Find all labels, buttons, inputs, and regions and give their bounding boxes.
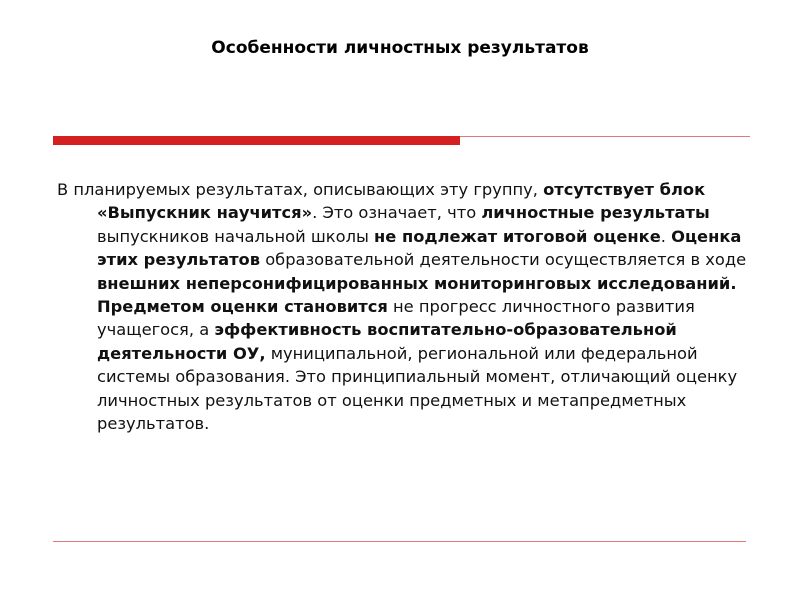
body-text-bold-segment: отсутствует блок «Выпускник научится» [97,180,706,223]
slide-title: Особенности личностных результатов [211,38,589,58]
body-text-bold-segment: Оценка этих результатов [97,226,742,270]
body-text-bold-segment: не подлежат итоговой оценке [374,226,661,246]
bottom-divider-line [53,541,746,542]
body-text-bold-segment: внешних неперсонифицированных мониторинговых исследований. Предметом оценки становится [97,273,737,317]
body-text-segment: . [660,226,672,246]
body-text-segment: В планируемых результатах, описывающих эту группу, [57,180,544,199]
body-text-segment: муниципальной, региональной или федеральной системы образования. Это принципиальный момент, отличающий оценку личностных результатов от оценки предметных и метапредметных результатов. [97,343,738,434]
body-text-segment: не прогресс личностного развития учащегося, а [97,297,695,340]
body-text-bold-segment: личностные результаты [481,203,710,223]
body-paragraph [57,178,757,435]
body-text-bold-segment: эффективность воспитательно-образовательной деятельности ОУ, [97,320,677,363]
body-text-segment: . Это означает, что [312,203,482,223]
body-text-segment: выпускников начальной школы [97,226,375,246]
body-text-segment: образовательной деятельности осуществляется в ходе [260,250,747,270]
top-accent-bar [53,136,460,145]
